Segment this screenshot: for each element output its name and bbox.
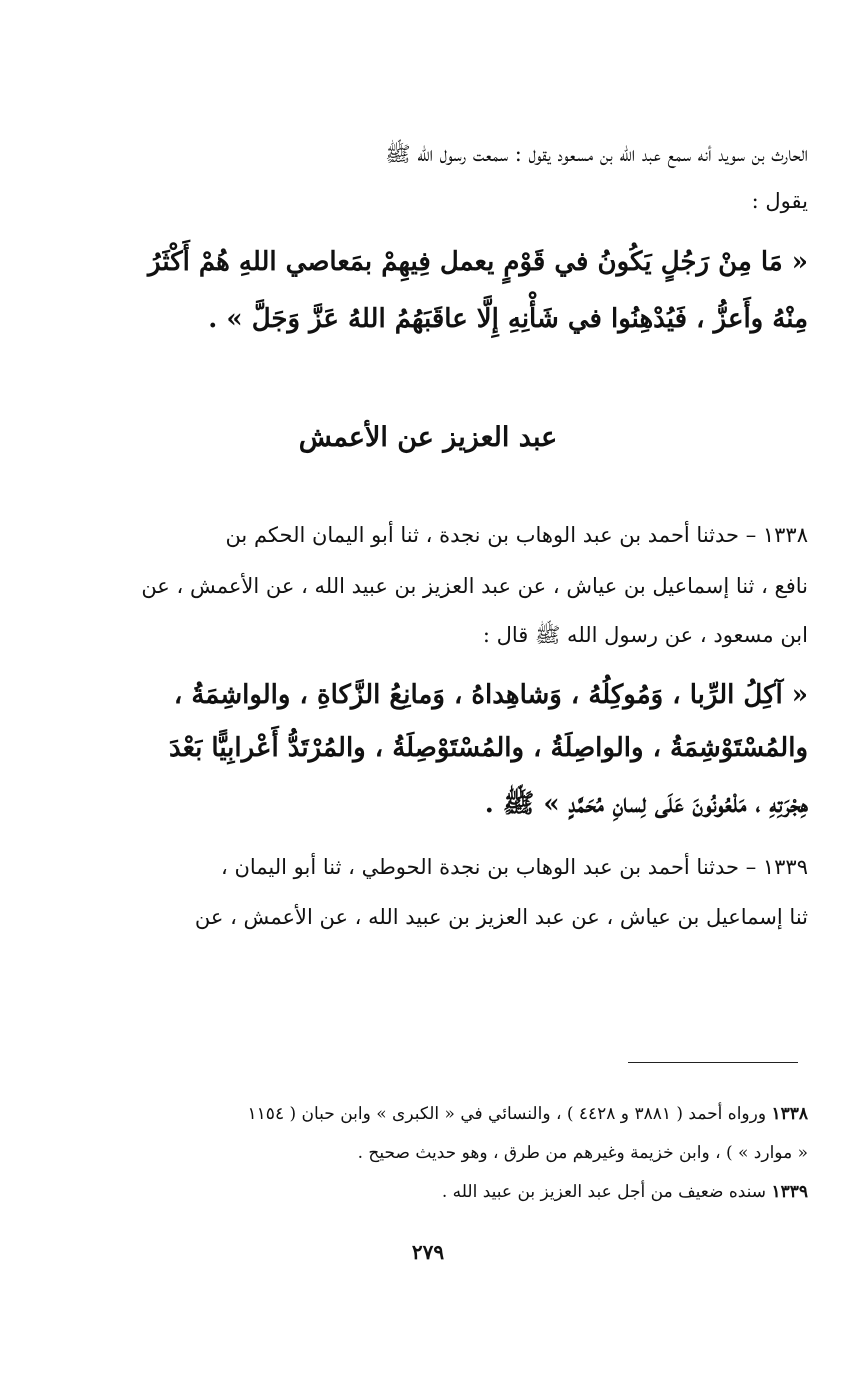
section-title: عبد العزيز عن الأعمش — [298, 422, 558, 453]
footnote-1339-text: سنده ضعيف من أجل عبد العزيز بن عبيد الله . — [441, 1182, 767, 1202]
entry-1338-line-3: ابن مسعود ، عن رسول الله ﷺ قال : — [482, 623, 808, 647]
footnote-1338-line-2: « موارد » ) ، وابن خزيمة وغيرهم من طرق ، وهو حديث صحيح . — [357, 1143, 808, 1163]
entry-1338-line-2: نافع ، ثنا إسماعيل بن عياش ، عن عبد العزيز بن عبيد الله ، عن الأعمش ، عن — [141, 574, 808, 598]
hadith-a-line-2: مِنْهُ وأَعزُّ ، فَيُدْهِنُوا في شَأْنِهِ إِلَّا عاقَبَهُمُ اللهُ عَزَّ وَجَلَّ » . — [208, 304, 808, 334]
footnote-separator — [628, 1062, 798, 1063]
hadith-b-line-2: والمُسْتَوْشِمَةُ ، والواصِلَةُ ، والمُسْتَوْصِلَةُ ، والمُرْتَدُّ أَعْرابِيًّا بَعْدَ — [168, 733, 808, 763]
hadith-b-line-1: « آكِلُ الرِّبا ، وَمُوكِلُهُ ، وَشاهِداهُ ، وَمانِعُ الزَّكاةِ ، والواشِمَةُ ، — [173, 680, 808, 710]
intro-line-1: الحارث بن سويد أنه سمع عبد الله بن مسعود يقول : سمعت رسول الله ﷺ — [385, 142, 808, 166]
hadith-a-line-1: « مَا مِنْ رَجُلٍ يَكُونُ في قَوْمٍ يعمل فِيهِمْ بمَعاصي اللهِ هُمْ أَكْثَرُ — [148, 247, 808, 277]
footnote-1339-number: ١٣٣٩ — [771, 1182, 808, 1202]
page-number: ٢٧٩ — [411, 1240, 445, 1264]
entry-1339-line-1: ١٣٣٩ – حدثنا أحمد بن عبد الوهاب بن نجدة الحوطي ، ثنا أبو اليمان ، — [221, 855, 808, 879]
hadith-b-line-3: هِجْرَتِهِ ، مَلْعُونُونَ عَلَى لِسانِ مُحَمَّدٍ » ﷺ . — [484, 789, 808, 819]
intro-line-2: يقول : — [751, 189, 808, 213]
footnote-1338-number: ١٣٣٨ — [771, 1104, 808, 1124]
entry-1338-line-1: ١٣٣٨ – حدثنا أحمد بن عبد الوهاب بن نجدة ، ثنا أبو اليمان الحكم بن — [225, 523, 808, 547]
footnote-1338-line-1 — [112, 1101, 808, 1127]
entry-1339-line-2: ثنا إسماعيل بن عياش ، عن عبد العزيز بن عبيد الله ، عن الأعمش ، عن — [194, 905, 808, 929]
footnote-1339-line-1 — [442, 1179, 808, 1205]
footnote-1338-text: ورواه أحمد ( ٣٨٨١ و ٤٤٢٨ ) ، والنسائي في « الكبرى » وابن حبان ( ١١٥٤ — [247, 1104, 767, 1124]
